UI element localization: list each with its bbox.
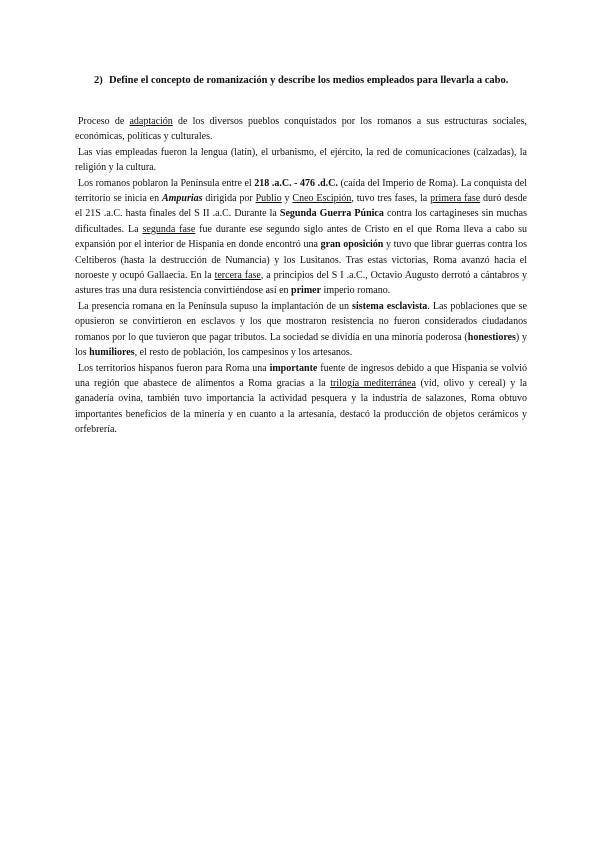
- text-run: (vid, olivo y cereal) y la ganadería ovina, también tuvo importancia la actividad pesquera y la industria de salazones, Roma obtuvo importantes beneficios de la minería y en cuanto a la artesanía, destacó la producción de objetos cerámicos y orfebrería.: [75, 377, 527, 436]
- text-run: fue durante ese segundo siglo antes de Cristo en el que Roma lleva a cabo su expansión por el interior de Hispania en donde encontró una: [75, 223, 527, 251]
- text-run: 218 .a.C. - 476 .d.C.: [254, 177, 338, 189]
- question-heading: [94, 72, 534, 89]
- text-run: , tuvo tres fases, la: [351, 193, 431, 205]
- paragraph-conquista: [75, 176, 527, 299]
- text-run: y tuvo que librar guerras contra los Celtiberos (hasta la destrucción de Numancia) y los Lusitanos. Tras estas victorias, Roma avanzó hacia el noroeste y ocupó Gallaecia. En la: [75, 239, 527, 282]
- text-run: imperio romano.: [321, 285, 391, 297]
- text-run: trilogía mediterránea: [330, 377, 416, 389]
- answer-body: [75, 114, 527, 438]
- text-run: primer: [291, 285, 322, 297]
- text-run: . Las poblaciones que se opusieron se convirtieron en esclavos y los que mostraron resistencia no fueron considerados ciudadanos romanos por lo que tuvieron que pagar tributos. La sociedad se dividía en una minoría poderosa (: [75, 300, 527, 343]
- text-run: Publio: [255, 193, 282, 205]
- text-run: , a principios del S I .a.C., Octavio Augusto derrotó a cántabros y astures tras una dura resistencia convirtiéndose así en: [75, 270, 528, 297]
- text-run: humiliores: [89, 347, 135, 359]
- text-run: La presencia romana en la Península supuso la implantación de un: [78, 300, 353, 312]
- text-run: sistema esclavista: [352, 300, 428, 312]
- text-run: primera fase: [430, 193, 481, 205]
- paragraph-definition: [75, 114, 527, 145]
- text-run: Los romanos poblaron la Península entre el: [78, 177, 255, 189]
- paragraph-vias: [75, 145, 527, 176]
- text-run: honestiores: [467, 331, 516, 343]
- text-run: segunda fase: [142, 223, 196, 235]
- question-number: 2): [94, 75, 103, 86]
- text-run: Cneo Escipión: [292, 193, 352, 205]
- text-run: ) y los: [75, 331, 527, 359]
- text-run: contra los cartagineses sin muchas dificultades. La: [75, 208, 527, 235]
- text-run: Las vías empleadas fueron la lengua (latín), el urbanismo, el ejército, la red de comunicaciones (calzadas), la religión y la cultura.: [75, 146, 527, 174]
- text-run: tercera fase: [214, 270, 261, 282]
- text-run: Ampurias: [161, 193, 203, 205]
- text-run: y: [281, 193, 293, 205]
- paragraph-sociedad: [75, 299, 527, 361]
- text-run: Los territorios hispanos fueron para Roma una: [78, 362, 270, 374]
- text-run: de los diversos pueblos conquistados por los romanos a sus estructuras sociales, económicas, políticas y culturales.: [75, 116, 527, 143]
- paragraph-economia: [75, 361, 527, 438]
- text-run: duró desde el 21S .a.C. hasta finales del S II .a.C. Durante la: [75, 193, 527, 220]
- text-run: adaptación: [129, 116, 173, 127]
- text-run: Segunda Guerra Púnica: [279, 208, 384, 220]
- text-run: gran oposición: [320, 239, 384, 251]
- text-run: fuente de ingresos debido a que Hispania se volvió una región que abastece de alimentos a Roma gracias a la: [75, 362, 527, 389]
- question-text: Define el concepto de romanización y describe los medios empleados para llevarla a cabo.: [109, 75, 509, 86]
- text-run: Proceso de: [78, 116, 130, 127]
- text-run: (caída del Imperio de Roma). La conquista del territorio se inicia en: [75, 177, 527, 205]
- text-run: , el resto de población, los campesinos y los artesanos.: [134, 347, 353, 359]
- text-run: dirigida por: [202, 193, 256, 205]
- text-run: importante: [269, 362, 318, 374]
